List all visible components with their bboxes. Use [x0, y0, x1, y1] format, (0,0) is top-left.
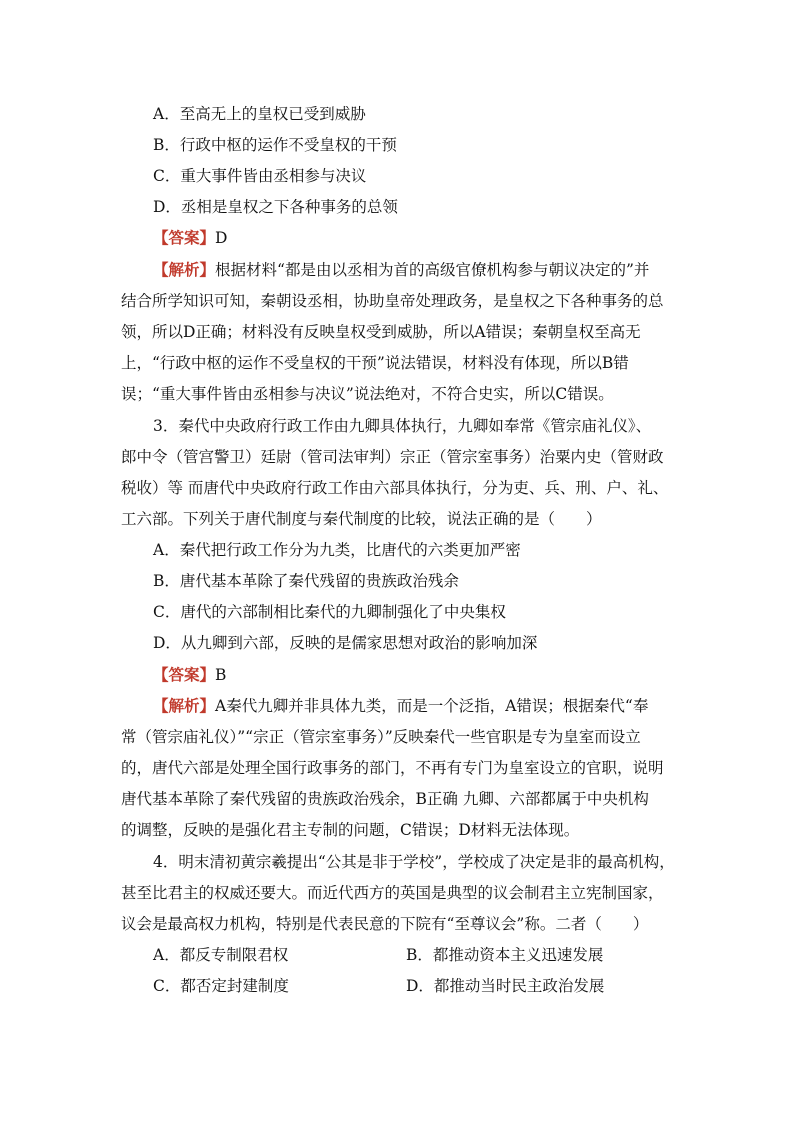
q4-option-d: D．都推动当时民主政治发展	[406, 977, 605, 995]
answer-tag: 【答案】	[153, 665, 216, 684]
q3-stem-line-3: 税收）等 而唐代中央政府行政工作由六部具体执行，分为吏、兵、刑、户、礼、	[121, 479, 669, 497]
q2-analysis-line-3: 领，所以D正确；材料没有反映皇权受到威胁，所以A错误；秦朝皇权至高无	[121, 323, 641, 341]
q4-stem-line-1: 4．明末清初黄宗羲提出“公其是非于学校”，学校成了决定是非的最高机构，	[153, 853, 675, 871]
q2-analysis-line-5: 误；“重大事件皆由丞相参与决议”说法绝对，不符合史实，所以C错误。	[121, 385, 614, 403]
q3-option-c: C．唐代的六部制相比秦代的九卿制强化了中央集权	[153, 603, 506, 621]
q3-analysis-line-3: 的，唐代六部是处理全国行政事务的部门，不再有专门为皇室设立的官职，说明	[121, 759, 664, 777]
q2-option-d: D．丞相是皇权之下各种事务的总领	[153, 198, 398, 216]
q4-option-c: C．都否定封建制度	[153, 977, 289, 995]
q3-analysis-line-2: 常（管宗庙礼仪）”“宗正（管宗室事务）”反映秦代一些官职是专为皇室而设立	[121, 728, 641, 746]
q4-option-a: A．都反专制限君权	[153, 946, 289, 964]
q3-option-b: B．唐代基本革除了秦代残留的贵族政治残余	[153, 572, 459, 590]
q3-option-a: A．秦代把行政工作分为九类，比唐代的六类更加严密	[153, 541, 521, 559]
q4-stem-line-2: 甚至比君主的权威还要大。而近代西方的英国是典型的议会制君主立宪制国家，	[121, 884, 664, 902]
q2-analysis-text-1: 根据材料“都是由以丞相为首的高级官僚机构参与朝议决定的”并	[215, 261, 650, 279]
q3-stem-line-4: 工六部。下列关于唐代制度与秦代制度的比较，说法正确的是（ ）	[121, 510, 602, 528]
q3-answer-value: B	[215, 666, 227, 684]
q3-analysis-line-5: 的调整，反映的是强化君主专制的问题，C错误；D材料无法体现。	[121, 821, 580, 839]
q2-option-c: C．重大事件皆由丞相参与决议	[153, 167, 367, 185]
q3-analysis-line-4: 唐代基本革除了秦代残留的贵族政治残余，B正确 九卿、六部都属于中央机构	[121, 790, 649, 808]
q3-stem-line-1: 3．秦代中央政府行政工作由九卿具体执行，九卿如奉常《管宗庙礼仪》、	[153, 417, 652, 435]
q3-analysis-text-1: A秦代九卿并非具体九类，而是一个泛指，A错误；根据秦代“奉	[215, 697, 649, 715]
answer-tag: 【答案】	[153, 228, 216, 247]
q3-analysis-line-1	[153, 696, 648, 716]
q4-option-b: B．都推动资本主义迅速发展	[406, 946, 604, 964]
q2-analysis-line-4: 上，“行政中枢的运作不受皇权的干预”说法错误，材料没有体现，所以B错	[121, 354, 629, 372]
analysis-tag: 【解析】	[153, 260, 216, 279]
q3-stem-line-2: 郎中令（管宫警卫）廷尉（管司法审判）宗正（管宗室事务）治粟内史（管财政	[121, 448, 664, 466]
q2-analysis-line-2: 结合所学知识可知，秦朝设丞相，协助皇帝处理政务，是皇权之下各种事务的总	[121, 292, 664, 310]
q2-option-a: A．至高无上的皇权已受到威胁	[153, 105, 366, 123]
analysis-tag: 【解析】	[153, 696, 216, 715]
q2-option-b: B．行政中枢的运作不受皇权的干预	[153, 136, 397, 154]
q2-answer-value: D	[215, 229, 228, 247]
q3-answer-line	[153, 665, 226, 685]
q2-answer-line	[153, 228, 227, 248]
q3-option-d: D．从九卿到六部，反映的是儒家思想对政治的影响加深	[153, 634, 538, 652]
q2-analysis-line-1	[153, 260, 649, 280]
q4-stem-line-3: 议会是最高权力机构，特别是代表民意的下院有“至尊议会”称。二者（ ）	[121, 915, 649, 933]
